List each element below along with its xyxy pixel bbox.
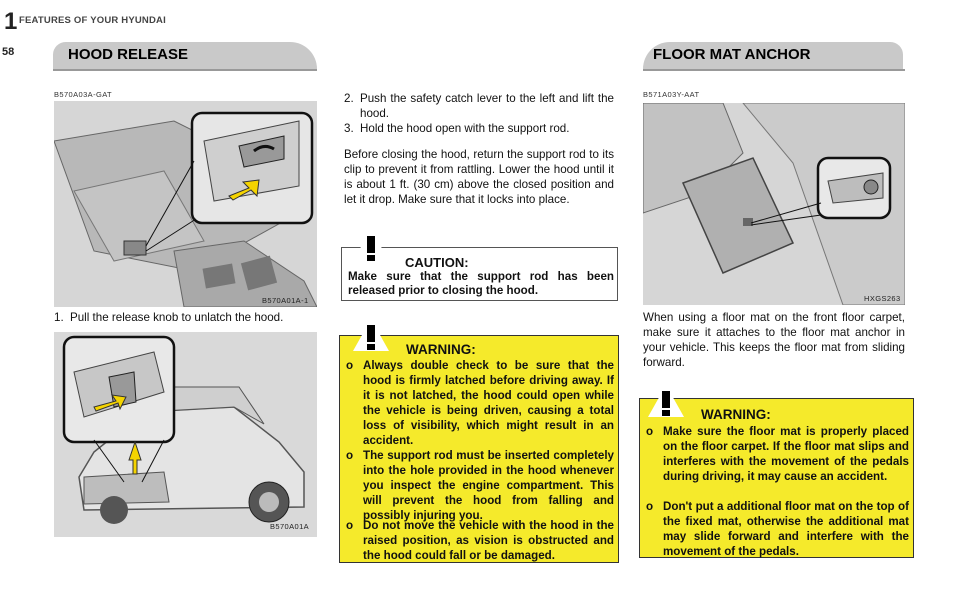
hood-release-tab: [53, 42, 317, 69]
divider: [53, 69, 317, 71]
step-1: [54, 310, 317, 325]
closing-instructions: Before closing the hood, return the support rod to its clip to prevent it from rattling. Lower the hood until it is about 1 ft. (30 cm) above the closed position and let it drop. Make sure that it locks into place.: [344, 148, 614, 206]
floor-mat-description: When using a floor mat on the front floor carpet, make sure it attaches to the floor mat anchor in your vehicle. This keeps the floor mat from sliding forward.: [643, 311, 905, 369]
bullet: o: [346, 359, 354, 372]
exclamation-triangle-icon: [647, 384, 685, 418]
bullet: o: [646, 500, 654, 513]
page-number: 58: [2, 46, 15, 58]
caution-text: Make sure that the support rod has been released prior to closing the hood.: [348, 270, 614, 297]
warning-item: [346, 448, 614, 523]
step-text: Hold the hood open with the support rod.: [360, 122, 570, 135]
exclamation-triangle-icon: [352, 318, 390, 352]
section-title-hood-release: HOOD RELEASE: [68, 46, 189, 63]
step-text: Push the safety catch lever to the left and lift the hood.: [360, 92, 614, 120]
warning-item: [646, 424, 909, 484]
section-code: B570A03A-GAT: [54, 90, 113, 99]
warning-item-text: Do not move the vehicle with the hood in the raised position, as vision is obstructed and the hood could fall or be damaged.: [363, 519, 614, 562]
divider: [643, 69, 905, 71]
floor-mat-tab: [643, 42, 903, 69]
floor-mat-illustration: [643, 103, 905, 305]
warning-item: [346, 518, 614, 563]
image-code: B570A01A: [270, 522, 310, 531]
step-text: Pull the release knob to unlatch the hood.: [70, 311, 284, 324]
warning-item-text: Make sure the floor mat is properly placed on the floor carpet. If the floor mat slips and interferes with the movement of the pedals during driving, it may cause an accident.: [663, 425, 909, 483]
step-3: [344, 121, 614, 136]
hood-release-knob-image: [54, 101, 317, 307]
step-number: 2.: [344, 92, 354, 105]
image-code: B570A01A-1: [262, 296, 309, 305]
floor-mat-anchor-image: [643, 103, 905, 305]
step-number: 3.: [344, 122, 354, 135]
step-number: 1.: [54, 311, 64, 324]
bullet: o: [646, 425, 654, 438]
warning-title: WARNING:: [701, 407, 771, 422]
warning-item-text: Don't put a additional floor mat on the top of the fixed mat, otherwise the additional mat may slide forward and interfere with the movement of the pedals.: [663, 500, 909, 558]
car-illustration: [54, 332, 317, 537]
chapter-name: FEATURES OF YOUR HYUNDAI: [19, 15, 166, 26]
section-title-floor-mat: FLOOR MAT ANCHOR: [653, 46, 811, 63]
bullet: o: [346, 519, 354, 532]
chapter-number: 1: [4, 8, 18, 35]
section-code: B571A03Y-AAT: [643, 90, 700, 99]
exclamation-triangle-icon: [352, 229, 390, 263]
warning-item-text: Always double check to be sure that the hood is firmly latched before driving away. If it is not latched, the hood could open while the vehicle is being driven, causing a total loss of visibility, which might result in an accident.: [363, 359, 614, 447]
bullet: o: [346, 449, 354, 462]
warning-item: [346, 358, 614, 448]
caution-title: CAUTION:: [405, 255, 469, 270]
hood-warning-box: [339, 335, 619, 563]
warning-item: [646, 499, 909, 559]
image-code: HXGS263: [864, 294, 901, 303]
dashboard-illustration: [54, 101, 317, 307]
warning-title: WARNING:: [406, 342, 476, 357]
warning-item-text: The support rod must be inserted completely into the hole provided in the hood whenever you inspect the engine compartment. This will prevent the hood from falling and possibly injuring you.: [363, 449, 614, 522]
step-2: [344, 91, 614, 121]
car-hood-image: [54, 332, 317, 537]
floor-mat-warning-box: [639, 398, 914, 558]
